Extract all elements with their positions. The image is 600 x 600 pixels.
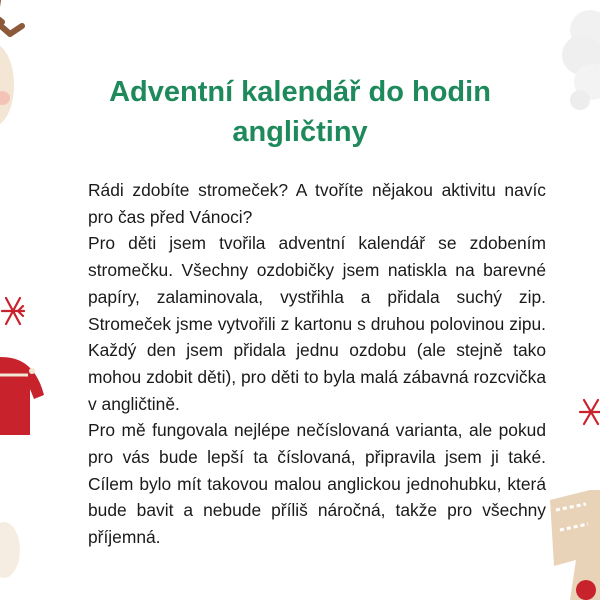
title-line-2: angličtiny xyxy=(232,116,368,148)
reindeer-head-icon xyxy=(0,0,40,150)
gingerbread-man-icon xyxy=(0,520,22,600)
page-title xyxy=(60,72,540,152)
christmas-sweater-icon xyxy=(0,355,48,435)
paragraph: Pro mě fungovala nejlépe nečíslovaná varianta, ale pokud pro vás bude lepší ta číslovaná, připravila jsem ji také. Cílem bylo mít takovou malou anglickou jednohubku, která bude bavit a nebude příliš náročná, takže pro všechny příjemná. xyxy=(88,420,546,548)
sheep-icon xyxy=(560,0,600,120)
snowflake-icon xyxy=(578,392,600,432)
title-line-1: Adventní kalendář do hodin xyxy=(109,76,491,108)
article-body xyxy=(88,177,546,551)
snowflake-icon xyxy=(0,288,26,334)
paragraph: Rádi zdobíte stromeček? A tvoříte nějakou aktivitu navíc pro čas před Vánoci? xyxy=(88,180,546,227)
paragraph: Pro děti jsem tvořila adventní kalendář se zdobením stromečku. Všechny ozdobičky jsem natiskla na barevné papíry, zalaminovala, vystřihla a přidala suchý zip. Stromeček jsme vytvořili z kartonu s druhou polovinou zipu. Každý den jsem přidala jednu ozdobu (ale stejně tako mohou zdobit děti), pro děti to byla malá zábavná rozcvička v angličtině. xyxy=(88,233,546,414)
